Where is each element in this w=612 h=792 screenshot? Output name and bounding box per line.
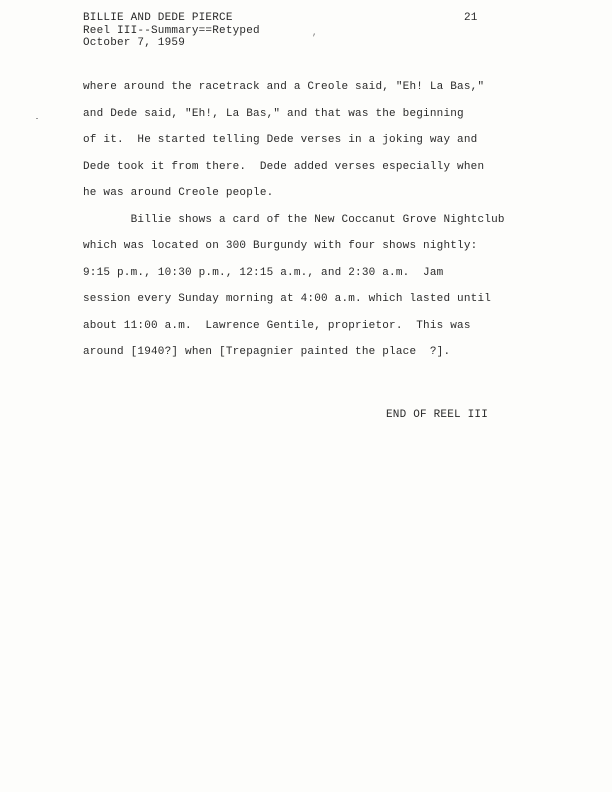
header-title: BILLIE AND DEDE PIERCE xyxy=(83,12,233,24)
page-number: 21 xyxy=(464,12,478,24)
header-date: October 7, 1959 xyxy=(83,37,186,49)
body-line-4: Dede took it from there. Dede added verses especially when xyxy=(83,160,485,173)
body-line-11: around [1940?] when [Trepagnier painted the place ?]. xyxy=(83,346,451,358)
body-line-3: of it. He started telling Dede verses in a joking way and xyxy=(83,134,478,146)
header-reel: Reel III--Summary==Retyped xyxy=(83,24,260,37)
margin-speck xyxy=(36,118,38,119)
body-line-5: he was around Creole people. xyxy=(83,187,274,199)
body-line-7: which was located on 300 Burgundy with four shows nightly: xyxy=(83,240,478,252)
body-text xyxy=(83,80,505,372)
body-line-10: about 11:00 a.m. Lawrence Gentile, proprietor. This was xyxy=(83,319,471,332)
body-line-6: Billie shows a card of the New Coccanut Grove Nightclub xyxy=(83,213,505,226)
stray-mark: , xyxy=(312,28,318,38)
end-of-reel-label: END OF REEL III xyxy=(386,409,489,421)
body-line-9: session every Sunday morning at 4:00 a.m. which lasted until xyxy=(83,293,492,305)
body-line-1: where around the racetrack and a Creole said, "Eh! La Bas," xyxy=(83,81,485,93)
body-line-2: and Dede said, "Eh!, La Bas," and that was the beginning xyxy=(83,107,464,120)
page-header xyxy=(83,12,260,50)
body-line-8: 9:15 p.m., 10:30 p.m., 12:15 a.m., and 2:30 a.m. Jam xyxy=(83,266,444,279)
